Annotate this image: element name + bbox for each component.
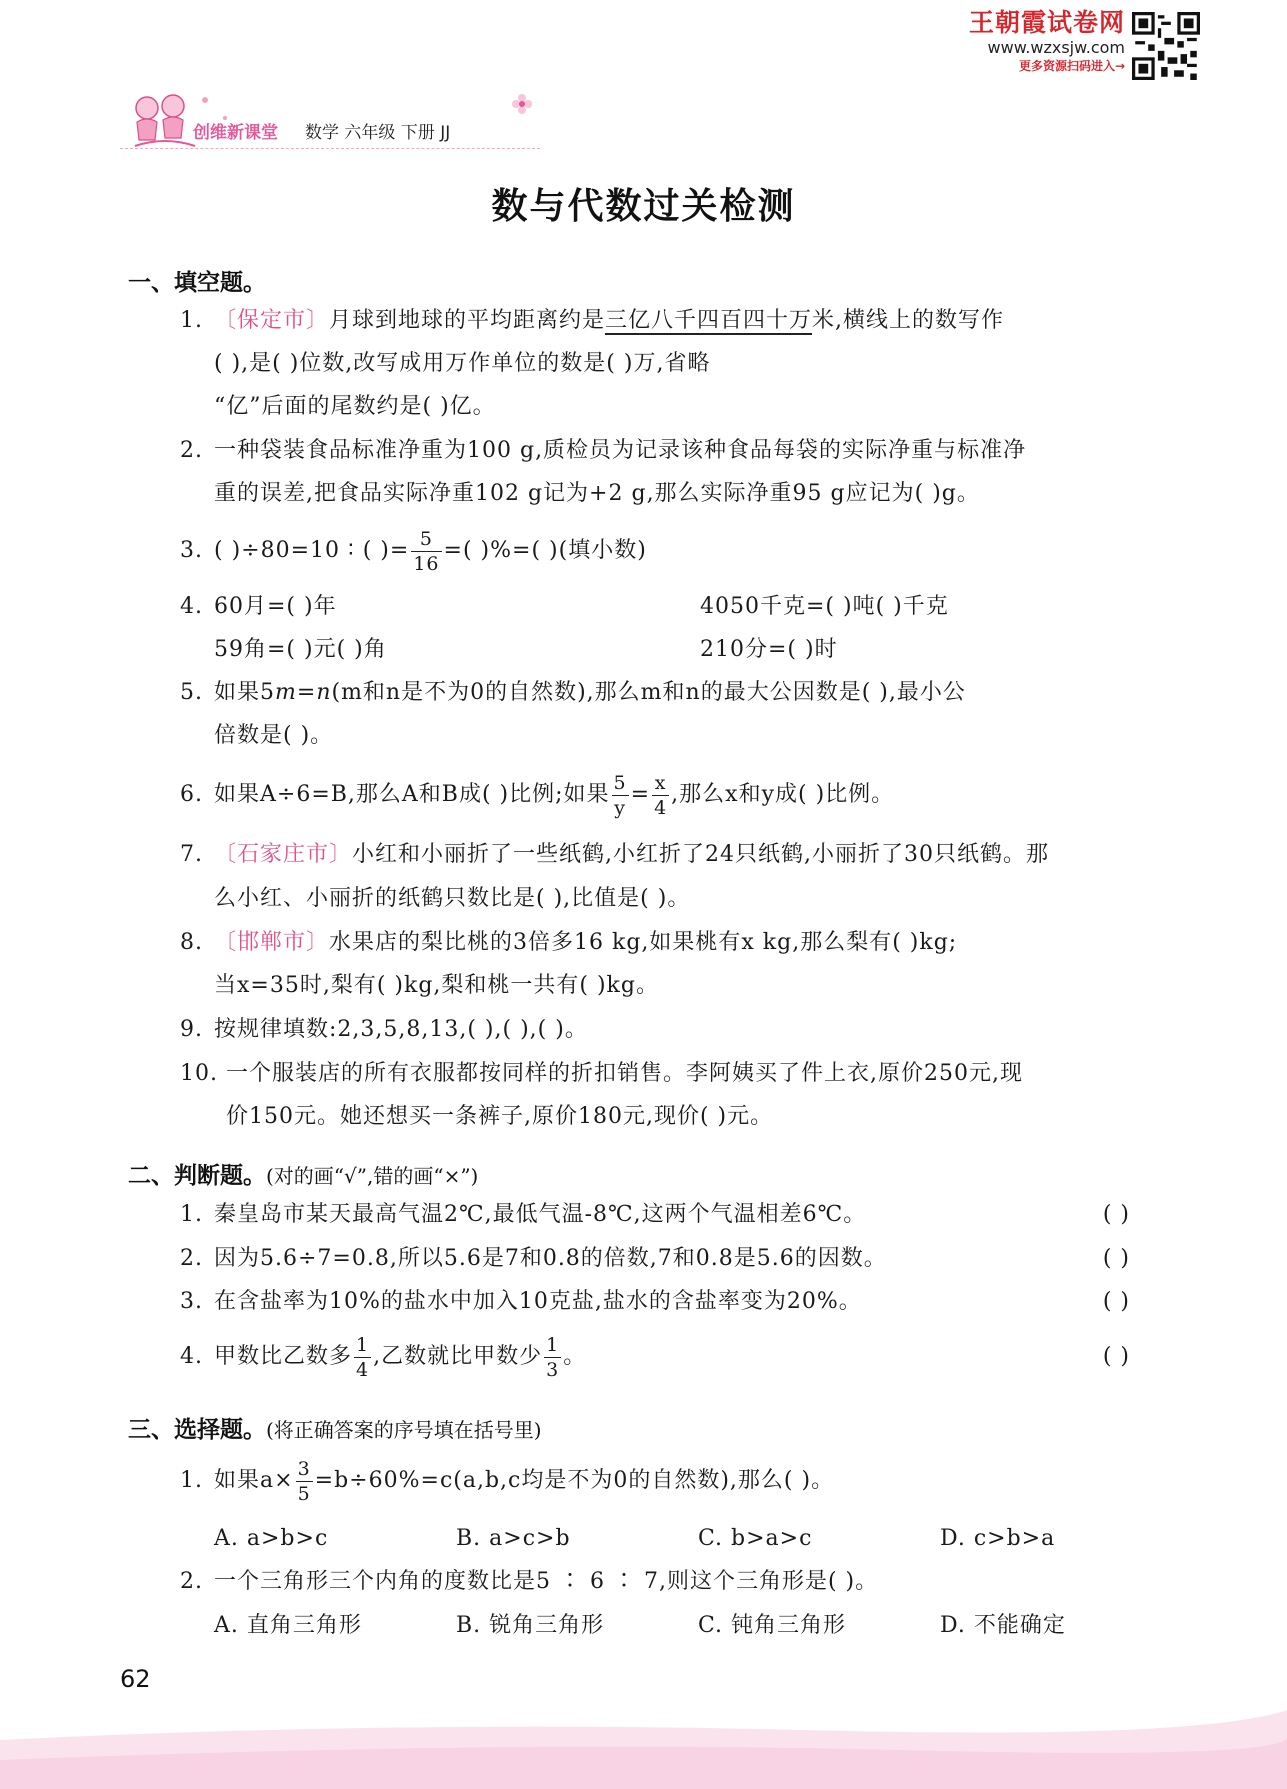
question-text: 甲数比乙数多	[214, 1344, 353, 1369]
judge-item-1	[180, 1200, 1130, 1230]
footer-decoration	[0, 1700, 1287, 1789]
brand-name: 王朝霞试卷网	[968, 8, 1125, 37]
equals-sign: =	[630, 782, 651, 807]
judge-item-4	[180, 1327, 1130, 1387]
question-text: 一种袋装食品标准净重为100 g,质检员为记录该种食品每袋的实际净重与标准净	[214, 438, 1027, 463]
question-number: 3.	[180, 538, 203, 563]
question-6	[180, 765, 894, 825]
judge-item-2	[180, 1244, 1130, 1274]
question-1-line-1	[180, 306, 1004, 336]
answer-parentheses[interactable]: ( )	[1102, 1202, 1130, 1227]
region-tag: 〔石家庄市〕	[214, 842, 353, 867]
section-note: (将正确答案的序号填在括号里)	[266, 1418, 542, 1442]
fraction-denominator: 3	[546, 1358, 560, 1381]
choice-option-b[interactable]: B. 锐角三角形	[456, 1613, 605, 1638]
equals-sign: =	[296, 680, 317, 705]
judge-item-3	[180, 1287, 1130, 1317]
qr-code-icon	[1132, 12, 1200, 80]
question-text: 。	[563, 1344, 587, 1369]
variable-m: m	[275, 680, 297, 705]
question-text: =b÷60%=c(a,b,c均是不为0的自然数),那么( )。	[314, 1468, 835, 1493]
section-heading-multiple-choice	[128, 1411, 542, 1444]
question-number: 2.	[180, 1246, 203, 1271]
question-text: 水果店的梨比桃的3倍多16 kg,如果桃有x kg,那么梨有( )kg;	[329, 930, 958, 955]
question-7-line-1	[180, 840, 1049, 870]
page-number: 62	[120, 1665, 151, 1693]
fraction-numerator: 1	[546, 1333, 560, 1356]
brand-block	[955, 8, 1125, 74]
question-4-d: 210分=( )时	[700, 637, 838, 662]
question-text: ( )÷80=10 ∶ ( )=	[214, 538, 410, 563]
question-number: 9.	[180, 1017, 203, 1042]
question-text: 米,横线上的数写作	[812, 308, 1005, 333]
question-4-b: 4050千克=( )吨( )千克	[700, 594, 949, 619]
question-2-line-1	[180, 436, 1026, 466]
answer-parentheses[interactable]: ( )	[1102, 1344, 1130, 1369]
fraction-numerator: x	[652, 771, 669, 796]
question-text: 如果a×	[214, 1468, 294, 1493]
question-text: =( )%=( )(填小数)	[443, 538, 647, 563]
question-number: 10.	[180, 1061, 218, 1086]
question-text: 在含盐率为10%的盐水中加入10克盐,盐水的含盐率变为20%。	[214, 1289, 862, 1314]
question-7-line-2: 么小红、小丽折的纸鹤只数比是( ),比值是( )。	[214, 886, 691, 911]
question-text: 因为5.6÷7=0.8,所以5.6是7和0.8的倍数,7和0.8是5.6的因数。	[214, 1246, 887, 1271]
question-text: (m和n是不为0的自然数),那么m和n的最大公因数是( ),最小公	[331, 680, 966, 705]
question-2-line-2: 重的误差,把食品实际净重102 g记为+2 g,那么实际净重95 g应记为( )g。	[214, 481, 980, 506]
question-10-line-1	[180, 1059, 1023, 1089]
choice-question-1	[180, 1451, 834, 1511]
question-text: 月球到地球的平均距离约是	[329, 308, 606, 333]
fraction	[612, 771, 629, 820]
question-number: 2.	[180, 1569, 203, 1594]
choice-option-c[interactable]: C. 钝角三角形	[698, 1613, 847, 1638]
question-number: 3.	[180, 1289, 203, 1314]
question-5-line-1	[180, 678, 966, 708]
region-tag: 〔保定市〕	[214, 308, 330, 333]
question-text: 如果A÷6=B,那么A和B成( )比例;如果	[214, 782, 610, 807]
fraction	[354, 1333, 371, 1382]
question-4-c: 59角=( )元( )角	[214, 637, 387, 662]
underlined-text: 三亿八千四百四十万	[605, 308, 813, 333]
brand-url: www.wzxsjw.com	[987, 38, 1125, 57]
region-tag: 〔邯郸市〕	[214, 930, 330, 955]
question-text: 60月=( )年	[214, 594, 337, 619]
brand-more: 更多资源扫码进入→	[1018, 59, 1125, 73]
fraction	[296, 1457, 313, 1506]
question-text: 一个服装店的所有衣服都按同样的折扣销售。李阿姨买了件上衣,原价250元,现	[226, 1061, 1023, 1086]
section-heading-true-false	[128, 1157, 478, 1190]
question-text: ,乙数就比甲数少	[373, 1344, 543, 1369]
fraction-numerator: 5	[613, 771, 627, 794]
answer-parentheses[interactable]: ( )	[1102, 1289, 1130, 1314]
fraction-denominator: 4	[654, 796, 668, 819]
question-text: ,那么x和y成( )比例。	[671, 782, 895, 807]
page-title: 数与代数过关检测	[491, 186, 796, 227]
fraction-numerator: 3	[297, 1457, 311, 1480]
fraction-denominator: y	[614, 796, 626, 819]
question-4-a	[180, 592, 337, 622]
variable-n: n	[316, 680, 332, 705]
question-number: 2.	[180, 438, 203, 463]
choice-question-2	[180, 1567, 878, 1597]
choice-option-d[interactable]: D. 不能确定	[940, 1613, 1066, 1638]
header-divider	[120, 148, 540, 149]
section-note: (对的画“√”,错的画“×”)	[266, 1164, 479, 1188]
fraction-denominator: 5	[297, 1482, 311, 1505]
series-name: 创维新课堂	[193, 123, 278, 143]
fraction-numerator: 1	[356, 1333, 370, 1356]
question-8-line-1	[180, 928, 957, 958]
book-info: 数学 六年级 下册 JJ	[305, 123, 451, 143]
question-number: 1.	[180, 1202, 203, 1227]
question-number: 7.	[180, 842, 203, 867]
flower-decoration-icon	[510, 92, 534, 116]
question-8-line-2: 当x=35时,梨有( )kg,梨和桃一共有( )kg。	[214, 973, 659, 998]
question-number: 4.	[180, 1344, 203, 1369]
choice-option-a[interactable]: A. a>b>c	[214, 1526, 329, 1551]
question-number: 6.	[180, 782, 203, 807]
fraction-denominator: 16	[413, 552, 440, 575]
question-text: 小红和小丽折了一些纸鹤,小红折了24只纸鹤,小丽折了30只纸鹤。那	[352, 842, 1049, 867]
question-1-line-2: ( ),是( )位数,改写成用万作单位的数是( )万,省略	[214, 351, 711, 376]
choice-option-c[interactable]: C. b>a>c	[698, 1526, 813, 1551]
section-title: 二、判断题。	[128, 1163, 266, 1189]
question-text: 如果5	[214, 680, 275, 705]
question-5-line-2: 倍数是( )。	[214, 723, 334, 748]
answer-parentheses[interactable]: ( )	[1102, 1246, 1130, 1271]
question-number: 1.	[180, 308, 203, 333]
question-1-line-3: “亿”后面的尾数约是( )亿。	[214, 394, 496, 419]
section-title: 三、选择题。	[128, 1417, 266, 1443]
question-number: 1.	[180, 1468, 203, 1493]
question-text: 一个三角形三个内角的度数比是5 ∶ 6 ∶ 7,则这个三角形是( )。	[214, 1569, 879, 1594]
question-number: 8.	[180, 930, 203, 955]
fraction-denominator: 4	[356, 1358, 370, 1381]
fraction	[652, 771, 669, 820]
question-number: 5.	[180, 680, 203, 705]
choice-option-d[interactable]: D. c>b>a	[940, 1526, 1056, 1551]
choice-option-a[interactable]: A. 直角三角形	[214, 1613, 362, 1638]
choice-option-b[interactable]: B. a>c>b	[456, 1526, 571, 1551]
question-9	[180, 1015, 588, 1045]
question-text: 按规律填数:2,3,5,8,13,( ),( ),( )。	[214, 1017, 588, 1042]
fraction	[411, 527, 441, 576]
question-10-line-2: 价150元。她还想买一条裤子,原价180元,现价( )元。	[226, 1104, 774, 1129]
fraction-numerator: 5	[411, 527, 441, 552]
question-3	[180, 521, 647, 581]
fraction	[544, 1333, 561, 1382]
question-text: 秦皇岛市某天最高气温2℃,最低气温-8℃,这两个气温相差6℃。	[214, 1202, 867, 1227]
question-number: 4.	[180, 594, 203, 619]
section-heading-fill-blank: 一、填空题。	[128, 270, 266, 296]
